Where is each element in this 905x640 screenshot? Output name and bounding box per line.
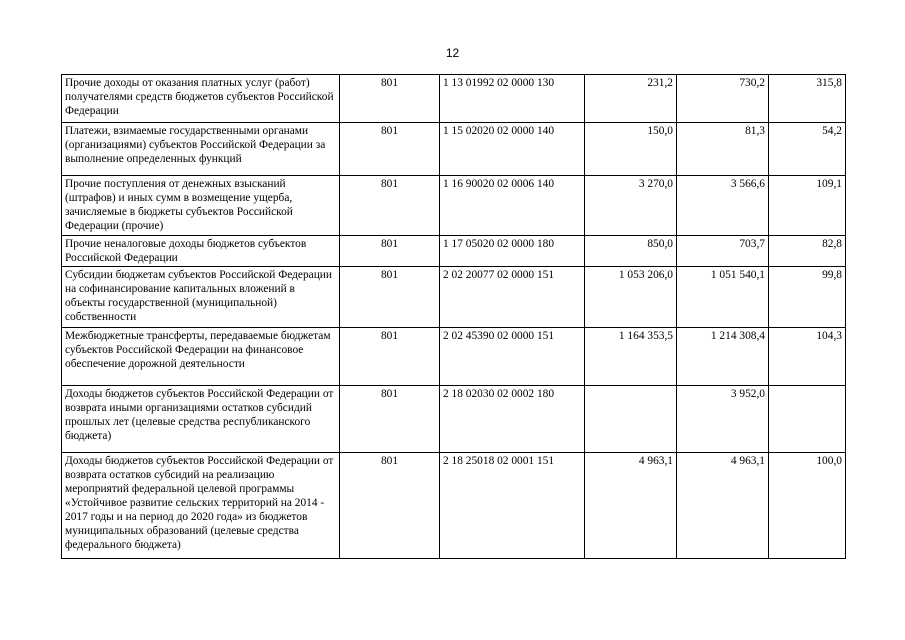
admin-code-cell: 801 (340, 386, 440, 453)
value-cell-1: 850,0 (585, 236, 677, 267)
revenue-name-cell: Прочие неналоговые доходы бюджетов субъектов Российской Федерации (62, 236, 340, 267)
percent-cell: 315,8 (769, 75, 846, 123)
admin-code-cell: 801 (340, 453, 440, 559)
table-row (62, 75, 846, 123)
table-row (62, 386, 846, 453)
table-row (62, 176, 846, 236)
budget-revenue-table (61, 74, 846, 559)
budget-classification-code-cell: 1 17 05020 02 0000 180 (440, 236, 585, 267)
percent-cell: 109,1 (769, 176, 846, 236)
value-cell-2: 1 214 308,4 (677, 328, 769, 386)
revenue-name-cell: Прочие доходы от оказания платных услуг (работ) получателями средств бюджетов субъектов Российской Федерации (62, 75, 340, 123)
value-cell-2: 3 952,0 (677, 386, 769, 453)
value-cell-1: 3 270,0 (585, 176, 677, 236)
percent-cell: 104,3 (769, 328, 846, 386)
value-cell-2: 1 051 540,1 (677, 267, 769, 328)
value-cell-2: 81,3 (677, 123, 769, 176)
table-row (62, 267, 846, 328)
budget-classification-code-cell: 1 15 02020 02 0000 140 (440, 123, 585, 176)
value-cell-2: 3 566,6 (677, 176, 769, 236)
table-row (62, 123, 846, 176)
revenue-name-cell: Платежи, взимаемые государственными органами (организациями) субъектов Российской Федерации за выполнение определенных функций (62, 123, 340, 176)
table-row (62, 453, 846, 559)
value-cell-1: 1 164 353,5 (585, 328, 677, 386)
admin-code-cell: 801 (340, 236, 440, 267)
budget-classification-code-cell: 1 16 90020 02 0006 140 (440, 176, 585, 236)
budget-classification-code-cell: 2 18 25018 02 0001 151 (440, 453, 585, 559)
value-cell-2: 703,7 (677, 236, 769, 267)
budget-classification-code-cell: 1 13 01992 02 0000 130 (440, 75, 585, 123)
percent-cell: 54,2 (769, 123, 846, 176)
value-cell-1: 231,2 (585, 75, 677, 123)
percent-cell (769, 386, 846, 453)
admin-code-cell: 801 (340, 176, 440, 236)
value-cell-1 (585, 386, 677, 453)
value-cell-2: 730,2 (677, 75, 769, 123)
value-cell-1: 1 053 206,0 (585, 267, 677, 328)
admin-code-cell: 801 (340, 123, 440, 176)
admin-code-cell: 801 (340, 328, 440, 386)
table-row (62, 328, 846, 386)
budget-classification-code-cell: 2 02 20077 02 0000 151 (440, 267, 585, 328)
admin-code-cell: 801 (340, 267, 440, 328)
percent-cell: 100,0 (769, 453, 846, 559)
revenue-name-cell: Доходы бюджетов субъектов Российской Федерации от возврата остатков субсидий на реализацию мероприятий федеральной целевой программы «Устойчивое развитие сельских территорий на 2014 - 2017 годы и на период до 2020 года» из бюджетов муниципальных образований (целевые средства федерального бюджета) (62, 453, 340, 559)
percent-cell: 82,8 (769, 236, 846, 267)
percent-cell: 99,8 (769, 267, 846, 328)
value-cell-1: 150,0 (585, 123, 677, 176)
value-cell-1: 4 963,1 (585, 453, 677, 559)
table-row (62, 236, 846, 267)
budget-classification-code-cell: 2 18 02030 02 0002 180 (440, 386, 585, 453)
admin-code-cell: 801 (340, 75, 440, 123)
page-number: 12 (445, 46, 460, 60)
revenue-name-cell: Доходы бюджетов субъектов Российской Федерации от возврата иными организациями остатков субсидий прошлых лет (целевые средства республиканского бюджета) (62, 386, 340, 453)
revenue-name-cell: Субсидии бюджетам субъектов Российской Федерации на софинансирование капитальных вложений в объекты государственной (муниципальной) собственности (62, 267, 340, 328)
budget-classification-code-cell: 2 02 45390 02 0000 151 (440, 328, 585, 386)
revenue-name-cell: Межбюджетные трансферты, передаваемые бюджетам субъектов Российской Федерации на финансовое обеспечение дорожной деятельности (62, 328, 340, 386)
value-cell-2: 4 963,1 (677, 453, 769, 559)
revenue-name-cell: Прочие поступления от денежных взысканий (штрафов) и иных сумм в возмещение ущерба, зачисляемые в бюджеты субъектов Российской Федерации (прочие) (62, 176, 340, 236)
